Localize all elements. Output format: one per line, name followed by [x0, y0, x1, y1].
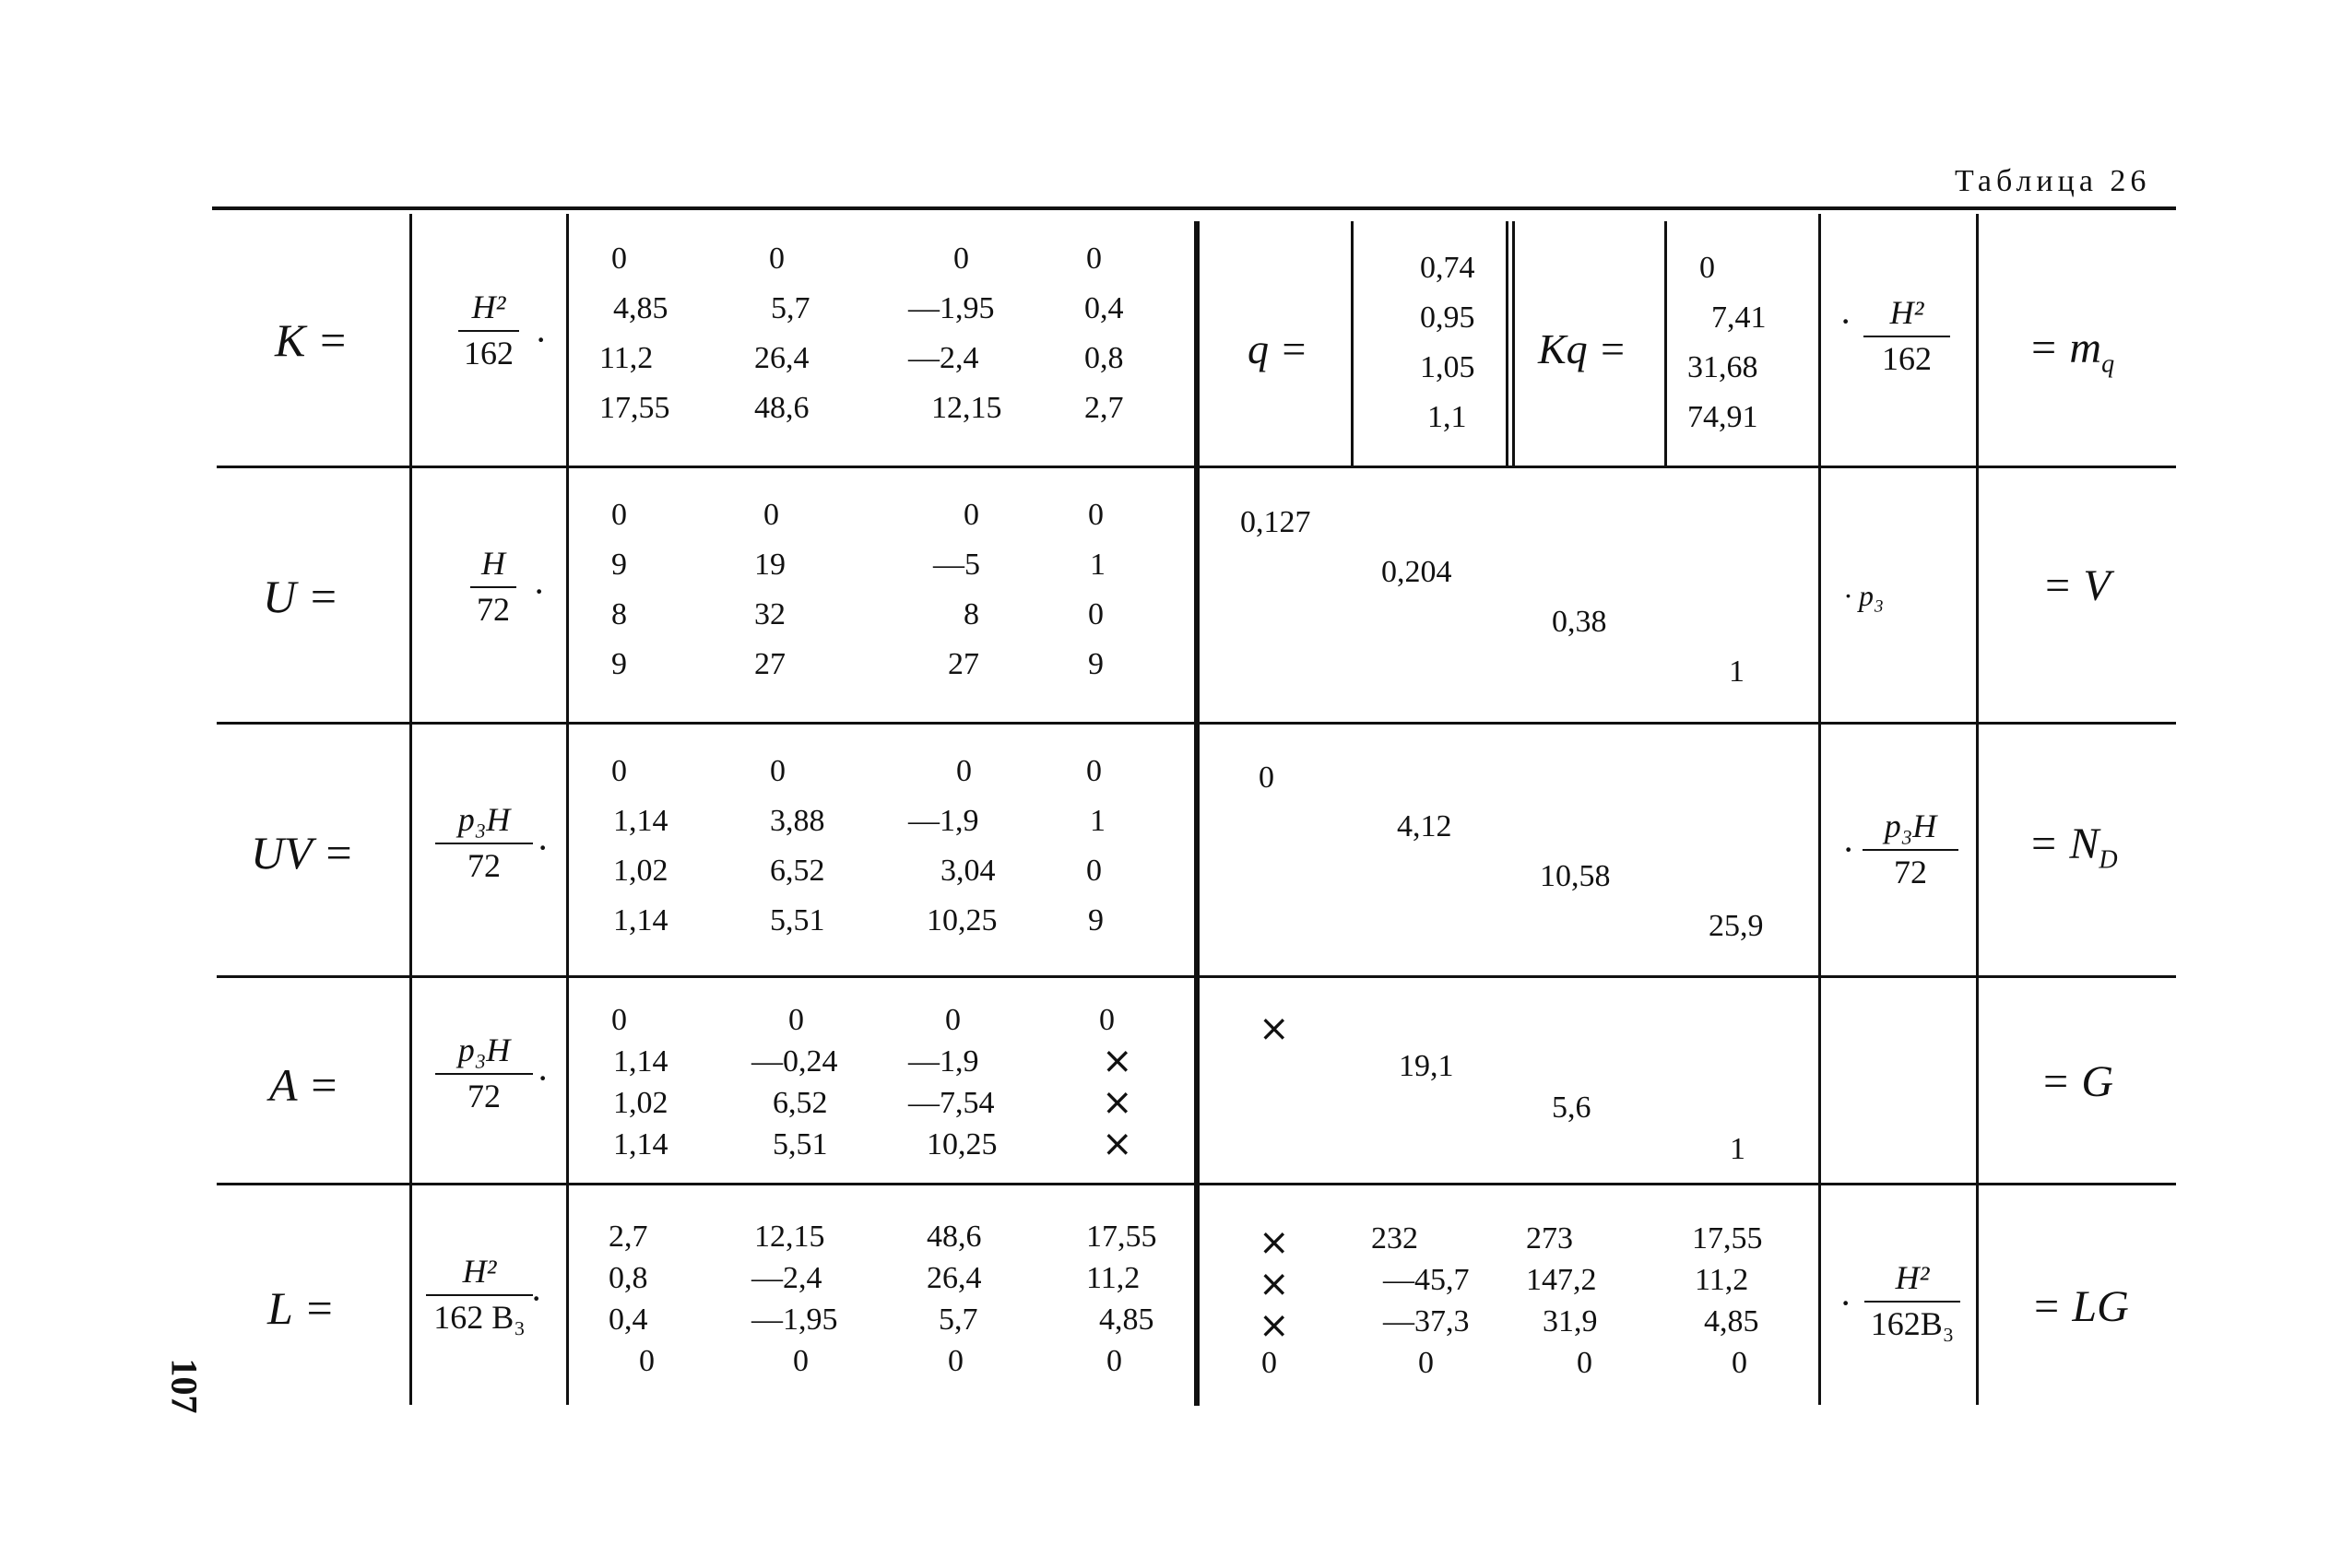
matrix2-cell: 273: [1526, 1221, 1573, 1256]
cross-mark: ×: [1259, 1263, 1290, 1305]
matrix-cell: 0: [788, 1003, 804, 1037]
matrix-cell: 9: [1088, 903, 1104, 937]
vector-q-label: q =: [1248, 325, 1308, 372]
column-rule: [1818, 214, 1821, 1405]
matrix-cell: —5: [933, 548, 980, 582]
matrix-cell: 8: [611, 597, 627, 631]
left-fraction: [461, 544, 526, 629]
matrix-cell: 1,02: [613, 854, 668, 888]
matrix-cell: 1,02: [613, 1086, 668, 1120]
matrix-cell: 1,14: [613, 804, 668, 838]
matrix-cell: 5,51: [770, 903, 825, 937]
lhs-label: L =: [267, 1282, 336, 1334]
multiply-dot: ·: [537, 1057, 550, 1099]
matrix-cell: 0: [964, 498, 979, 532]
matrix-cell: 0: [1086, 854, 1102, 888]
matrix2-cell: 4,85: [1704, 1304, 1759, 1338]
matrix-cell: 2,7: [1084, 391, 1124, 425]
matrix-cell: 11,2: [599, 341, 654, 375]
multiply-dot: ·: [533, 571, 546, 612]
vector-q-cell: 1,05: [1420, 350, 1475, 384]
matrix-cell: 9: [611, 548, 627, 582]
vector-q-cell: 1,1: [1427, 400, 1467, 434]
matrix-cell: 4,85: [613, 291, 668, 325]
vector-kq-cell: 0: [1699, 251, 1715, 285]
matrix-cell: —1,9: [908, 804, 979, 838]
matrix-cell: 11,2: [1086, 1261, 1141, 1295]
matrix-cell: 17,55: [1086, 1220, 1157, 1254]
matrix-cell: —1,95: [908, 291, 995, 325]
matrix-cell: 0: [611, 754, 627, 788]
column-rule: [1976, 214, 1979, 1405]
matrix-cell: 0,8: [609, 1261, 648, 1295]
fraction-denominator: 162 B₃: [433, 1299, 526, 1336]
matrix-cell: 0: [1106, 1344, 1122, 1378]
diagonal-cell: 0,127: [1240, 505, 1311, 539]
matrix-cell: —2,4: [908, 341, 979, 375]
rhs-label: = V: [2042, 561, 2111, 610]
matrix-cell: 0,4: [1084, 291, 1124, 325]
matrix-cell: 0: [945, 1003, 961, 1037]
matrix-cell: —0,24: [751, 1044, 838, 1079]
matrix-cell: 0: [611, 498, 627, 532]
fraction-numerator: H: [481, 545, 505, 582]
matrix-cell: 26,4: [754, 341, 810, 375]
lhs-label: A =: [269, 1059, 339, 1111]
matrix-cell: —1,95: [751, 1303, 838, 1337]
matrix-cell: 6,52: [773, 1086, 828, 1120]
matrix-cell: 26,4: [927, 1261, 982, 1295]
multiply-dot: ·: [530, 1278, 543, 1319]
column-rule: [1664, 221, 1667, 466]
rhs-subscript: q: [2101, 349, 2115, 379]
rhs-text: = m: [2028, 324, 2102, 372]
matrix-cell: 0: [1086, 754, 1102, 788]
lhs-label: U =: [263, 571, 339, 622]
rhs-label: [2028, 323, 2114, 380]
matrix-cell: 12,15: [931, 391, 1002, 425]
matrix-cell: 8: [964, 597, 979, 631]
matrix-cell: 0: [953, 242, 969, 276]
left-fraction: [424, 1252, 535, 1337]
matrix-cell: 3,88: [770, 804, 825, 838]
multiply-dot: ·: [1839, 301, 1852, 342]
matrix-cell: 0: [793, 1344, 809, 1378]
lhs-label: UV =: [251, 827, 354, 878]
matrix2-cell: 232: [1371, 1221, 1418, 1256]
cross-mark: ×: [1102, 1081, 1133, 1124]
right-fraction: [1861, 293, 1953, 378]
matrix-cell: 10,25: [927, 1127, 998, 1161]
matrix-cell: 1: [1090, 804, 1106, 838]
multiply-dot: ·: [535, 319, 548, 360]
left-fraction: [433, 1031, 535, 1115]
matrix-cell: 48,6: [754, 391, 810, 425]
rhs-label: = G: [2040, 1057, 2114, 1106]
lhs-label: K =: [275, 314, 349, 366]
fraction-numerator: H²: [1889, 294, 1924, 331]
cross-mark: ×: [1102, 1123, 1133, 1165]
matrix2-cell: 147,2: [1526, 1263, 1597, 1297]
vector-kq-label: Kq =: [1538, 325, 1627, 372]
matrix-cell: 9: [1088, 647, 1104, 681]
rhs-text: = N: [2028, 819, 2099, 868]
matrix-cell: 0: [1088, 498, 1104, 532]
matrix-cell: 27: [754, 647, 786, 681]
matrix2-cell: 11,2: [1695, 1263, 1749, 1297]
vector-kq-cell: 74,91: [1687, 400, 1758, 434]
matrix2-cell: —45,7: [1383, 1263, 1470, 1297]
right-fraction: [1861, 1258, 1964, 1343]
matrix2-cell: —37,3: [1383, 1304, 1470, 1338]
rhs-subscript: D: [2099, 845, 2118, 875]
vector-q-cell: 0,95: [1420, 301, 1475, 335]
multiply-dot: ·: [537, 827, 550, 868]
matrix-cell: 0: [770, 754, 786, 788]
fraction-numerator: p₃H: [457, 1032, 511, 1068]
matrix-cell: 19: [754, 548, 786, 582]
matrix2-cell: 0: [1261, 1346, 1277, 1380]
matrix2-cell: 31,9: [1543, 1304, 1598, 1338]
page-number: 107: [163, 1358, 206, 1414]
matrix-cell: 48,6: [927, 1220, 982, 1254]
matrix-cell: 0: [763, 498, 779, 532]
matrix-cell: 2,7: [609, 1220, 648, 1254]
center-rule: [1194, 221, 1200, 1406]
matrix-cell: 12,15: [754, 1220, 825, 1254]
column-rule: [566, 214, 569, 1405]
fraction-denominator: 72: [1894, 854, 1927, 890]
diagonal-cell: 1: [1729, 654, 1745, 689]
matrix-cell: 0: [948, 1344, 964, 1378]
diagonal-cell: 0,204: [1381, 555, 1452, 589]
top-rule: [212, 206, 2176, 210]
matrix-cell: 0: [1088, 597, 1104, 631]
right-factor: · p₃: [1844, 579, 1885, 612]
matrix-cell: 5,7: [939, 1303, 978, 1337]
diagonal-cell: 25,9: [1709, 909, 1764, 943]
matrix-cell: 1,14: [613, 1044, 668, 1079]
vector-q-cell: 0,74: [1420, 251, 1475, 285]
diagonal-cell: 10,58: [1540, 859, 1611, 893]
matrix-cell: 0: [611, 1003, 627, 1037]
matrix-cell: 5,51: [773, 1127, 828, 1161]
right-fraction: [1859, 807, 1962, 891]
diagonal-cell: 1: [1730, 1132, 1745, 1166]
matrix-cell: 5,7: [771, 291, 810, 325]
diagonal-cell: 0,38: [1552, 605, 1607, 639]
column-rule-double: [1512, 221, 1515, 466]
matrix-cell: 1,14: [613, 903, 668, 937]
matrix-cell: 1,14: [613, 1127, 668, 1161]
cross-mark: ×: [1259, 1008, 1290, 1050]
fraction-denominator: 72: [467, 847, 501, 884]
matrix-cell: 4,85: [1099, 1303, 1154, 1337]
cross-mark: ×: [1259, 1221, 1290, 1264]
fraction-denominator: 162: [1882, 340, 1932, 377]
matrix2-cell: 0: [1732, 1346, 1747, 1380]
left-fraction: [433, 800, 535, 885]
diagonal-cell: 5,6: [1552, 1091, 1591, 1125]
matrix2-cell: 0: [1577, 1346, 1592, 1380]
column-rule-double: [1506, 221, 1508, 466]
fraction-numerator: H²: [1895, 1259, 1930, 1296]
multiply-dot: ·: [1839, 1282, 1852, 1324]
matrix-cell: 3,04: [940, 854, 996, 888]
fraction-denominator: 162B₃: [1870, 1305, 1955, 1342]
matrix-cell: 6,52: [770, 854, 825, 888]
matrix-cell: 0,4: [609, 1303, 648, 1337]
matrix-cell: 0: [956, 754, 972, 788]
matrix-cell: —1,9: [908, 1044, 979, 1079]
matrix-cell: 0: [769, 242, 785, 276]
fraction-numerator: H²: [462, 1253, 497, 1290]
fraction-denominator: 72: [477, 591, 510, 628]
table-caption: Таблица 26: [1955, 164, 2151, 198]
diagonal-cell: 0: [1259, 760, 1274, 795]
fraction-denominator: 72: [467, 1078, 501, 1114]
fraction-numerator: p₃H: [457, 801, 511, 838]
matrix-cell: 32: [754, 597, 786, 631]
fraction-denominator: 162: [464, 335, 514, 371]
cross-mark: ×: [1102, 1040, 1133, 1082]
fraction-numerator: p₃H: [1884, 808, 1937, 844]
vector-kq-cell: 7,41: [1711, 301, 1767, 335]
column-rule: [409, 214, 412, 1405]
matrix-cell: 17,55: [599, 391, 670, 425]
diagonal-cell: 19,1: [1399, 1049, 1454, 1083]
matrix-cell: 0: [639, 1344, 655, 1378]
matrix2-cell: 0: [1418, 1346, 1434, 1380]
column-rule: [1351, 221, 1354, 466]
matrix-cell: 0: [611, 242, 627, 276]
matrix-cell: —7,54: [908, 1086, 995, 1120]
matrix-cell: 0: [1099, 1003, 1115, 1037]
matrix-cell: 10,25: [927, 903, 998, 937]
matrix-cell: 0,8: [1084, 341, 1124, 375]
matrix-cell: —2,4: [751, 1261, 822, 1295]
multiply-dot: ·: [1842, 829, 1855, 870]
matrix2-cell: 17,55: [1692, 1221, 1763, 1256]
left-fraction: [452, 288, 526, 372]
matrix-cell: 0: [1086, 242, 1102, 276]
vector-kq-cell: 31,68: [1687, 350, 1758, 384]
matrix-cell: 1: [1090, 548, 1106, 582]
rhs-label: = LG: [2031, 1282, 2129, 1331]
fraction-numerator: H²: [471, 289, 506, 325]
diagonal-cell: 4,12: [1397, 809, 1452, 843]
matrix-cell: 9: [611, 647, 627, 681]
matrix-cell: 27: [948, 647, 979, 681]
rhs-label: [2028, 819, 2118, 876]
cross-mark: ×: [1259, 1304, 1290, 1347]
